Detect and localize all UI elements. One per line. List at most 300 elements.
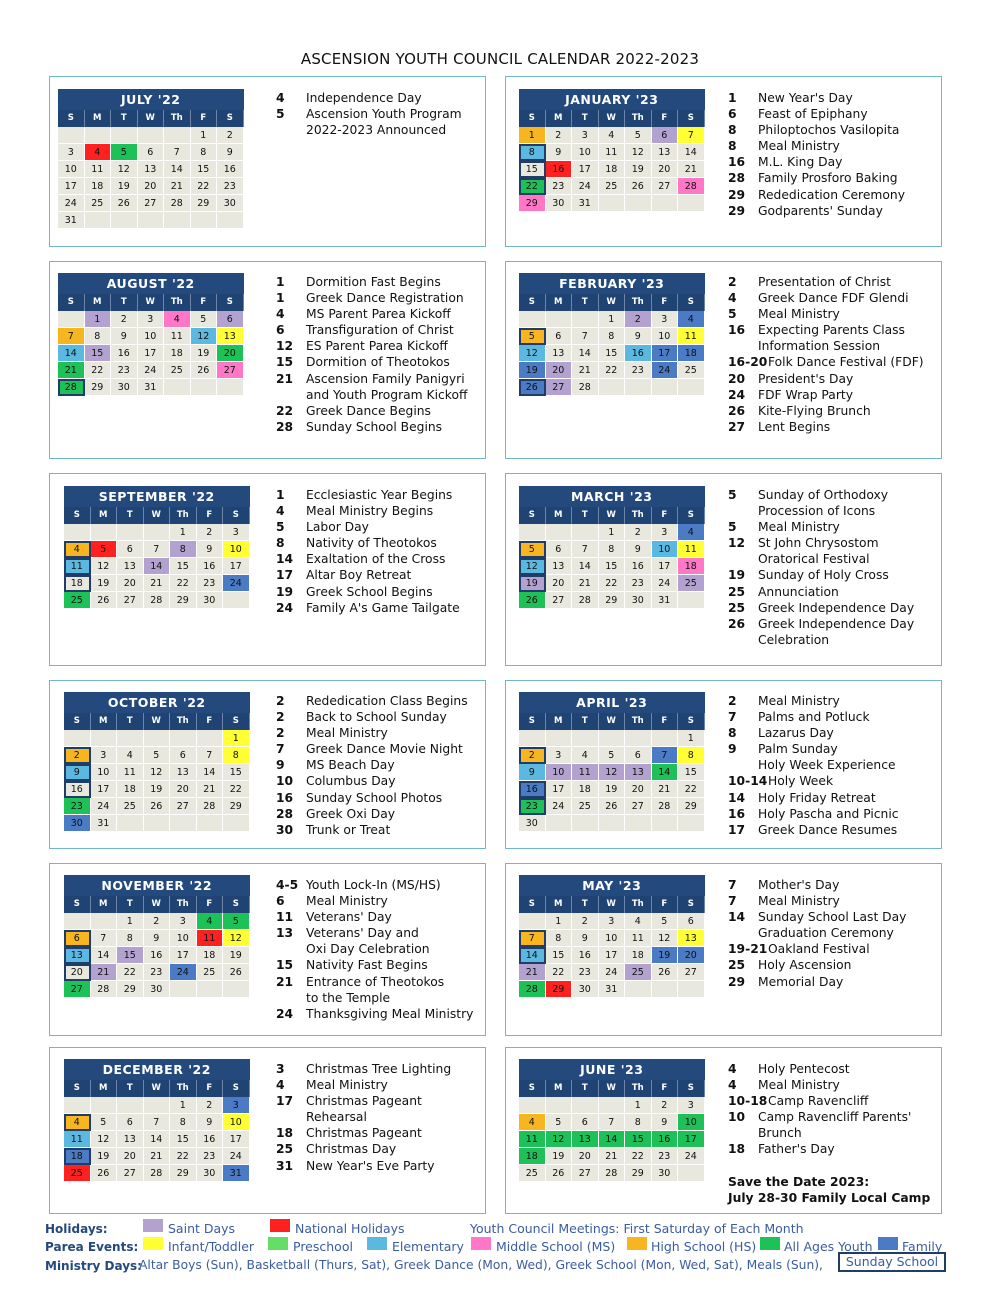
day-cell: 28 (678, 178, 705, 195)
event-text: Sunday School Photos (306, 790, 443, 805)
event-item (276, 957, 473, 973)
event-date: 14 (276, 552, 294, 567)
day-cell: 14 (58, 345, 85, 362)
event-text: Holy Ascension (758, 958, 852, 973)
legend-national-swatch (270, 1219, 290, 1232)
event-item (276, 354, 467, 370)
day-cell: 20 (572, 1148, 599, 1165)
legend-preschool: Preschool (293, 1239, 353, 1254)
day-cell: 29 (85, 379, 112, 396)
day-cell: 23 (144, 964, 171, 981)
legend-family-swatch (878, 1237, 898, 1250)
event-text: St John Chrysostom (758, 536, 879, 551)
event-item (728, 1109, 930, 1125)
day-cell: 2 (197, 1097, 224, 1114)
day-cell: 4 (678, 524, 705, 541)
day-cell: 12 (519, 345, 546, 362)
day-cell: 20 (546, 575, 573, 592)
empty-day-cell (519, 311, 546, 328)
day-cell: 31 (138, 379, 165, 396)
month-title: SEPTEMBER '22 (64, 486, 250, 507)
event-item (728, 519, 914, 535)
day-cell: 9 (111, 328, 138, 345)
event-item (728, 925, 906, 941)
day-cell: 26 (223, 964, 250, 981)
event-item (728, 487, 914, 503)
weekday-header: F (197, 896, 224, 913)
day-cell: 14 (197, 764, 224, 781)
empty-day-cell (652, 981, 679, 998)
empty-day-cell (144, 524, 171, 541)
event-text: Christmas Pageant (306, 1126, 422, 1141)
weekday-header: T (572, 110, 599, 127)
day-cell: 19 (144, 781, 171, 798)
weekday-header: M (546, 110, 573, 127)
day-cell: 15 (678, 764, 705, 781)
weekday-header: S (519, 1080, 546, 1097)
day-cell: 22 (85, 362, 112, 379)
weekday-header: S (217, 294, 244, 311)
day-cell: 3 (652, 311, 679, 328)
day-cell: 8 (678, 747, 705, 764)
day-cell: 14 (519, 947, 546, 964)
day-cell: 6 (652, 127, 679, 144)
event-date (728, 551, 758, 567)
day-cell: 13 (117, 558, 144, 575)
empty-day-cell (144, 815, 171, 832)
event-text: and Youth Program Kickoff (306, 387, 468, 402)
day-cell: 21 (652, 781, 679, 798)
month-title: JANUARY '23 (519, 89, 705, 110)
day-cell: 6 (572, 1114, 599, 1131)
day-cell: 30 (111, 379, 138, 396)
day-cell: 15 (223, 764, 250, 781)
day-cell: 16 (111, 345, 138, 362)
day-cell: 16 (197, 1131, 224, 1148)
empty-day-cell (599, 1097, 626, 1114)
day-grid (64, 713, 250, 832)
event-text: FDF Wrap Party (758, 387, 853, 402)
event-item (728, 600, 914, 616)
day-cell: 11 (117, 764, 144, 781)
legend-saint-swatch (143, 1219, 163, 1232)
event-item (276, 322, 467, 338)
event-text: Palms and Potluck (758, 710, 870, 725)
day-cell: 31 (58, 212, 85, 229)
event-item (276, 806, 468, 822)
day-cell: 25 (519, 1165, 546, 1182)
event-item (276, 551, 460, 567)
event-item (276, 725, 468, 741)
empty-day-cell (64, 524, 91, 541)
event-date (276, 990, 306, 1006)
event-item (728, 974, 906, 990)
event-item (728, 741, 899, 757)
day-cell: 17 (170, 947, 197, 964)
event-item (728, 306, 924, 322)
day-cell: 22 (599, 362, 626, 379)
weekday-header: Th (625, 1080, 652, 1097)
day-cell: 15 (170, 1131, 197, 1148)
day-cell: 3 (58, 144, 85, 161)
weekday-header: S (519, 110, 546, 127)
day-cell: 21 (144, 575, 171, 592)
weekday-header: F (652, 713, 679, 730)
event-text: Camp Ravencliff (768, 1094, 869, 1109)
day-cell: 20 (138, 178, 165, 195)
day-cell: 28 (572, 592, 599, 609)
day-cell: 7 (144, 1114, 171, 1131)
day-cell: 25 (572, 798, 599, 815)
weekday-header: Th (625, 713, 652, 730)
day-cell: 8 (519, 144, 546, 161)
day-cell: 18 (625, 947, 652, 964)
month-title: NOVEMBER '22 (64, 875, 250, 896)
day-cell: 30 (197, 1165, 224, 1182)
empty-day-cell (625, 815, 652, 832)
day-cell: 17 (223, 558, 250, 575)
day-cell: 16 (652, 1131, 679, 1148)
day-cell: 17 (223, 1131, 250, 1148)
empty-day-cell (572, 311, 599, 328)
day-cell: 11 (164, 328, 191, 345)
day-cell: 5 (91, 541, 118, 558)
event-text: Oxi Day Celebration (306, 942, 430, 957)
event-text: Rededication Ceremony (758, 187, 905, 202)
day-cell: 16 (217, 161, 244, 178)
empty-day-cell (58, 311, 85, 328)
day-cell: 30 (64, 815, 91, 832)
day-cell: 14 (599, 1131, 626, 1148)
empty-day-cell (64, 1097, 91, 1114)
event-text: Greek Independence Day (758, 616, 915, 631)
day-cell: 2 (546, 127, 573, 144)
event-date: 22 (276, 403, 294, 418)
day-cell: 21 (678, 161, 705, 178)
day-grid (519, 713, 705, 832)
day-cell: 8 (117, 930, 144, 947)
event-date: 6 (276, 894, 285, 909)
weekday-header: W (138, 110, 165, 127)
event-item (276, 741, 468, 757)
day-cell: 27 (546, 592, 573, 609)
weekday-header: W (144, 1080, 171, 1097)
day-cell: 6 (625, 747, 652, 764)
day-cell: 8 (223, 747, 250, 764)
day-cell: 7 (599, 1114, 626, 1131)
day-cell: 28 (599, 1165, 626, 1182)
day-cell: 29 (117, 981, 144, 998)
day-cell: 28 (144, 1165, 171, 1182)
day-cell: 29 (599, 592, 626, 609)
event-date: 18 (276, 1126, 294, 1141)
event-item (728, 632, 914, 648)
day-cell: 2 (625, 311, 652, 328)
event-date (276, 122, 306, 138)
event-text: Holy Friday Retreat (758, 790, 876, 805)
day-cell: 13 (217, 328, 244, 345)
day-cell: 3 (599, 913, 626, 930)
legend-sunday-school-box: Sunday School (838, 1252, 946, 1272)
day-cell: 14 (678, 144, 705, 161)
event-item (728, 957, 906, 973)
month-title: AUGUST '22 (58, 273, 244, 294)
weekday-header: F (197, 713, 224, 730)
day-cell: 17 (91, 781, 118, 798)
event-text: New Year's Eve Party (306, 1158, 435, 1173)
weekday-header: S (217, 110, 244, 127)
event-text: Folk Dance Festival (FDF) (768, 355, 924, 370)
day-cell: 4 (678, 311, 705, 328)
event-item (276, 503, 460, 519)
weekday-header: M (85, 294, 112, 311)
day-cell: 2 (111, 311, 138, 328)
day-cell: 11 (519, 1131, 546, 1148)
event-text: Transfiguration of Christ (306, 323, 454, 338)
weekday-header: M (91, 713, 118, 730)
event-date: 1 (276, 275, 285, 289)
day-grid (519, 294, 705, 396)
event-list (276, 877, 473, 1022)
event-date: 24 (276, 1006, 294, 1021)
day-cell: 5 (519, 541, 546, 558)
day-cell: 20 (117, 575, 144, 592)
day-cell: 22 (678, 781, 705, 798)
day-cell: 7 (678, 127, 705, 144)
event-item (728, 693, 899, 709)
weekday-header: Th (170, 507, 197, 524)
event-date: 29 (728, 974, 746, 989)
event-text: Expecting Parents Class (758, 323, 905, 338)
day-cell: 26 (546, 1165, 573, 1182)
empty-day-cell (519, 1097, 546, 1114)
day-cell: 31 (599, 981, 626, 998)
event-item (276, 274, 467, 290)
day-grid (58, 110, 244, 229)
legend-middle: Middle School (MS) (496, 1239, 616, 1254)
day-cell: 20 (217, 345, 244, 362)
event-text: M.L. King Day (758, 155, 843, 170)
day-cell: 5 (519, 328, 546, 345)
weekday-header: W (144, 507, 171, 524)
empty-day-cell (678, 195, 705, 212)
event-text: Greek Oxi Day (306, 806, 396, 821)
event-text: Greek Dance Movie Night (306, 742, 463, 757)
day-cell: 11 (85, 161, 112, 178)
day-cell: 17 (652, 558, 679, 575)
event-text: Meal Ministry (306, 726, 388, 741)
day-cell: 15 (191, 161, 218, 178)
legend-infant: Infant/Toddler (168, 1239, 255, 1254)
event-date: 29 (728, 187, 746, 202)
weekday-header: W (599, 1080, 626, 1097)
month-calendar (58, 273, 244, 396)
day-cell: 23 (217, 178, 244, 195)
event-date (728, 338, 758, 354)
empty-day-cell (519, 913, 546, 930)
event-date: 24 (728, 387, 746, 402)
day-cell: 22 (519, 178, 546, 195)
day-cell: 7 (91, 930, 118, 947)
day-cell: 27 (572, 1165, 599, 1182)
event-date: 12 (276, 339, 294, 354)
event-date: 4 (728, 1078, 737, 1093)
day-cell: 31 (652, 592, 679, 609)
event-item (728, 274, 924, 290)
event-text: to the Temple (306, 990, 391, 1005)
empty-day-cell (91, 524, 118, 541)
day-cell: 4 (117, 747, 144, 764)
event-date: 17 (728, 822, 746, 837)
event-date: 13 (276, 926, 294, 941)
event-item (276, 1158, 451, 1174)
weekday-header: T (117, 1080, 144, 1097)
day-cell: 20 (652, 161, 679, 178)
event-item (728, 387, 924, 403)
day-cell: 26 (191, 362, 218, 379)
weekday-header: M (85, 110, 112, 127)
legend-elementary-swatch (367, 1237, 387, 1250)
event-text: Oratorical Festival (758, 552, 870, 567)
event-list (728, 693, 899, 838)
empty-day-cell (678, 981, 705, 998)
event-date: 15 (276, 355, 294, 370)
empty-day-cell (144, 1097, 171, 1114)
day-cell: 17 (58, 178, 85, 195)
day-cell: 4 (64, 541, 91, 558)
event-item (728, 893, 906, 909)
event-text: Greek School Begins (306, 584, 433, 599)
day-cell: 22 (170, 575, 197, 592)
weekday-header: S (223, 713, 250, 730)
empty-day-cell (546, 524, 573, 541)
empty-day-cell (678, 592, 705, 609)
day-cell: 9 (546, 144, 573, 161)
event-list (728, 487, 914, 648)
day-cell: 8 (546, 930, 573, 947)
day-cell: 6 (138, 144, 165, 161)
event-date: 28 (276, 806, 294, 821)
legend-saint-days: Saint Days (168, 1221, 236, 1236)
day-cell: 8 (85, 328, 112, 345)
legend-elementary: Elementary (392, 1239, 464, 1254)
event-date: 7 (728, 710, 737, 725)
event-text: Presentation of Christ (758, 275, 891, 289)
day-cell: 18 (164, 345, 191, 362)
event-date: 1 (276, 488, 285, 502)
day-cell: 22 (191, 178, 218, 195)
event-text: MS Parent Parea Kickoff (306, 307, 451, 322)
day-cell: 23 (652, 1148, 679, 1165)
empty-day-cell (625, 730, 652, 747)
day-cell: 28 (164, 195, 191, 212)
day-cell: 25 (64, 1165, 91, 1182)
day-cell: 13 (678, 930, 705, 947)
weekday-header: Th (170, 896, 197, 913)
empty-day-cell (64, 730, 91, 747)
event-text: Celebration (758, 632, 830, 647)
day-cell: 20 (625, 781, 652, 798)
weekday-header: S (678, 713, 705, 730)
event-list (276, 693, 468, 838)
weekday-header: T (572, 1080, 599, 1097)
event-text: Godparents' Sunday (758, 203, 883, 218)
day-grid (519, 507, 705, 609)
legend-meetings: Youth Council Meetings: First Saturday of Each Month (470, 1221, 804, 1236)
weekday-header: S (58, 110, 85, 127)
event-text: Independence Day (306, 91, 422, 105)
event-item (728, 1077, 930, 1093)
event-date: 4 (728, 1062, 737, 1076)
event-item (276, 600, 460, 616)
event-item (276, 990, 473, 1006)
event-text: Sunday of Orthodoxy (758, 488, 889, 502)
weekday-header: W (599, 110, 626, 127)
day-cell: 23 (625, 575, 652, 592)
day-cell: 5 (191, 311, 218, 328)
event-item (728, 806, 899, 822)
empty-day-cell (197, 981, 224, 998)
event-item (728, 138, 905, 154)
day-cell: 14 (652, 764, 679, 781)
event-item (728, 909, 906, 925)
legend-high-swatch (627, 1237, 647, 1250)
event-text: Camp Ravencliff Parents' (758, 1110, 912, 1125)
event-item (276, 567, 460, 583)
event-text: Meal Ministry (758, 520, 840, 535)
event-item (728, 551, 914, 567)
weekday-header: T (117, 713, 144, 730)
day-cell: 5 (546, 1114, 573, 1131)
day-cell: 2 (144, 913, 171, 930)
weekday-header: F (197, 507, 224, 524)
weekday-header: M (91, 1080, 118, 1097)
empty-day-cell (678, 815, 705, 832)
event-date: 10-18 (728, 1094, 768, 1109)
event-text: Columbus Day (306, 774, 396, 789)
legend-high: High School (HS) (651, 1239, 757, 1254)
event-date: 4 (276, 1078, 285, 1093)
event-date: 4 (276, 91, 285, 105)
event-date (276, 941, 306, 957)
event-date: 2 (276, 726, 285, 741)
empty-day-cell (652, 815, 679, 832)
day-cell: 3 (572, 127, 599, 144)
day-cell: 1 (170, 524, 197, 541)
day-cell: 17 (138, 345, 165, 362)
legend-ministry-days: Altar Boys (Sun), Basketball (Thurs, Sat), Greek Dance (Mon, Wed), Greek School (Mon, Wed, Sat), Meals (Sun), (139, 1258, 823, 1272)
day-cell: 24 (599, 964, 626, 981)
day-cell: 14 (164, 161, 191, 178)
event-text: Meal Ministry (306, 894, 388, 909)
day-cell: 30 (217, 195, 244, 212)
event-date: 16 (728, 323, 746, 338)
event-date: 19 (728, 568, 746, 583)
month-calendar (58, 89, 244, 229)
event-date: 1 (728, 91, 737, 105)
weekday-header: M (546, 713, 573, 730)
event-date: 10 (276, 774, 294, 789)
day-cell: 21 (197, 781, 224, 798)
event-date: 4 (276, 307, 285, 322)
day-cell: 1 (519, 127, 546, 144)
day-cell: 10 (652, 541, 679, 558)
event-date (728, 503, 758, 519)
day-cell: 12 (111, 161, 138, 178)
event-text: Thanksgiving Meal Ministry (306, 1006, 474, 1021)
weekday-header: F (652, 507, 679, 524)
event-date: 25 (728, 600, 746, 615)
